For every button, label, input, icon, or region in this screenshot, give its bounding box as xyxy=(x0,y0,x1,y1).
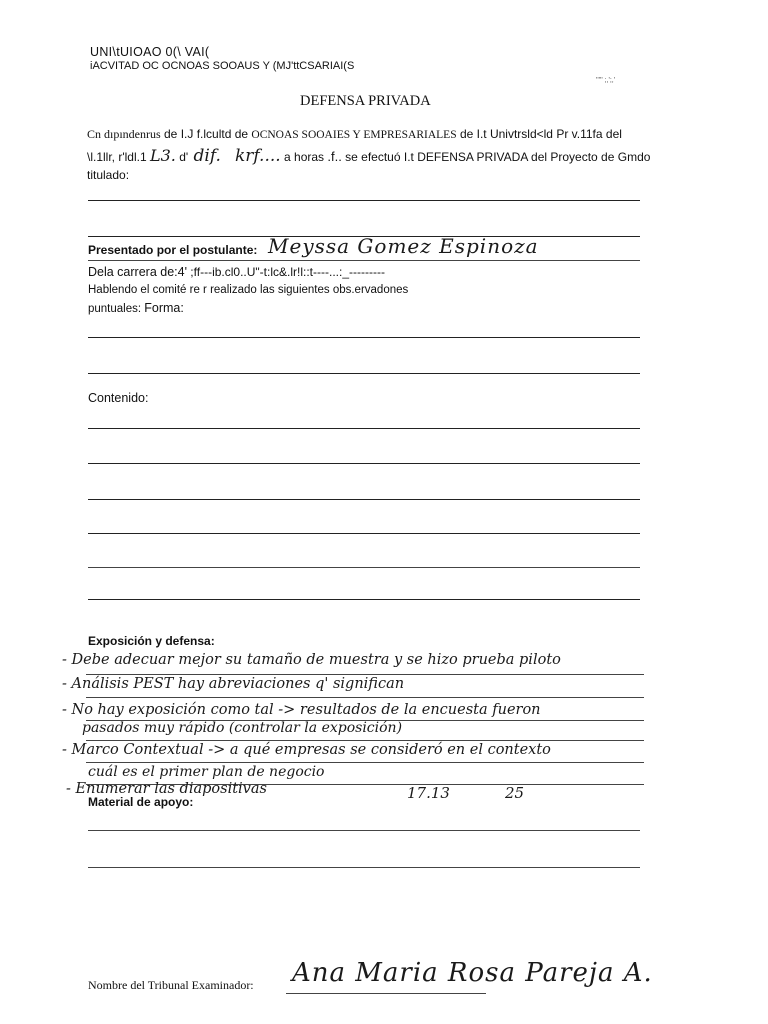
exposicion-item-text: Enumerar las diapositivas xyxy=(75,781,267,797)
contenido-line-5 xyxy=(88,567,640,568)
contenido-label: Contenido: xyxy=(88,391,149,405)
intro-text: Cn dıpındenrus xyxy=(87,127,161,141)
exposicion-item-text: No hay exposición como tal -> resultados de la encuesta fueron xyxy=(71,702,541,718)
carrera-line xyxy=(88,265,385,279)
forma-line-2 xyxy=(88,373,640,374)
handwritten-hour: .f.. xyxy=(327,149,342,164)
handwritten-month: dif. xyxy=(193,146,221,166)
exposicion-item-continued xyxy=(82,720,402,736)
page-title: DEFENSA PRIVADA xyxy=(300,93,431,109)
presentado-line xyxy=(88,260,640,261)
contenido-line-6 xyxy=(88,599,640,600)
exposicion-line xyxy=(86,762,644,763)
corner-mark: ''''' ;,';,' xyxy=(596,77,616,84)
exposicion-item: - Análisis PEST hay abreviaciones q' significan xyxy=(62,676,405,692)
exposicion-line xyxy=(86,740,644,741)
puntuales-label: puntuales: xyxy=(88,303,145,315)
contenido-line-3 xyxy=(88,499,640,500)
exposicion-item-text: Marco Contextual -> a qué empresas se consideró en el contexto xyxy=(71,742,551,758)
contenido-line-2 xyxy=(88,463,640,464)
handwritten-day: L3. xyxy=(149,146,176,165)
presentado-label: Presentado por el postulante: xyxy=(88,243,258,257)
tribunal-line xyxy=(286,993,486,994)
exposicion-item: - Marco Contextual -> a qué empresas se consideró en el contexto xyxy=(62,742,551,758)
contenido-line-1 xyxy=(88,428,640,429)
tribunal-signature: Ana Maria Rosa Pareja A. xyxy=(292,958,653,988)
postulante-name-handwritten: Meyssa Gomez Espinoza xyxy=(268,234,539,258)
exposicion-label: Exposición y defensa: xyxy=(88,634,215,648)
tribunal-label: Nombre del Tribunal Examinador: xyxy=(88,978,254,992)
score-1: 17.13 xyxy=(407,784,450,802)
handwritten-year: krf.... xyxy=(234,146,281,166)
exposicion-item-text: cuál es el primer plan de negocio xyxy=(88,764,325,780)
intro-text: d' xyxy=(175,150,192,164)
intro-text: a horas xyxy=(280,150,328,164)
faculty-name: iACVITAD OC OCNOAS SOOAUS Y (MJ'ttCSARIAI(S xyxy=(90,60,355,72)
exposicion-item: - No hay exposición como tal -> resultados de la encuesta fueron xyxy=(62,702,541,718)
intro-text: \l.1llr, r'ldl.1 xyxy=(87,150,150,164)
exposicion-line xyxy=(86,674,644,675)
intro-text: de I.J f.lcultd de xyxy=(160,127,252,141)
material-label: Material de apoyo: xyxy=(88,795,194,809)
exposicion-item-text: Análisis PEST hay abreviaciones q' significan xyxy=(71,676,405,692)
carrera-label: Dela carrera de:4' xyxy=(88,265,187,279)
intro-line-2 xyxy=(87,146,650,166)
intro-line-1 xyxy=(87,127,622,142)
material-line-1 xyxy=(88,830,640,831)
exposicion-item-text: pasados muy rápido (controlar la exposición) xyxy=(82,720,403,736)
exposicion-item-continued xyxy=(88,764,325,780)
carrera-value: ;ff---ib.cl0..U"-t:lc&.lr!l::t----...:_--------- xyxy=(186,265,385,279)
titulado-label: titulado: xyxy=(87,168,130,182)
exposicion-item: - Debe adecuar mejor su tamaño de muestra y se hizo prueba piloto xyxy=(62,652,561,668)
forma-label: Forma: xyxy=(144,301,184,315)
intro-text: de I.t Univtrsld<ld Pr v.11fa del xyxy=(456,127,622,141)
forma-line-1 xyxy=(88,337,640,338)
contenido-line-4 xyxy=(88,533,640,534)
observaciones-intro: Hablendo el comité re r realizado las siguientes obs.ervadones xyxy=(88,284,409,296)
exposicion-item: - Enumerar las diapositivas xyxy=(66,781,267,797)
title-line-1 xyxy=(88,200,640,201)
intro-text: se efectuó I.t DEFENSA PRIVADA del Proyecto de Gmdo xyxy=(341,150,651,164)
exposicion-item-text: Debe adecuar mejor su tamaño de muestra y se hizo prueba piloto xyxy=(71,652,561,668)
university-name: UNI\tUIOAO 0(\ VAI( xyxy=(90,45,210,59)
exposicion-line xyxy=(86,697,644,698)
material-line-2 xyxy=(88,867,640,868)
faculty-name-inline: OCNOAS SOOAIES Y EMPRESARIALES xyxy=(251,129,457,141)
forma-line xyxy=(88,301,184,315)
score-2: 25 xyxy=(505,784,525,802)
